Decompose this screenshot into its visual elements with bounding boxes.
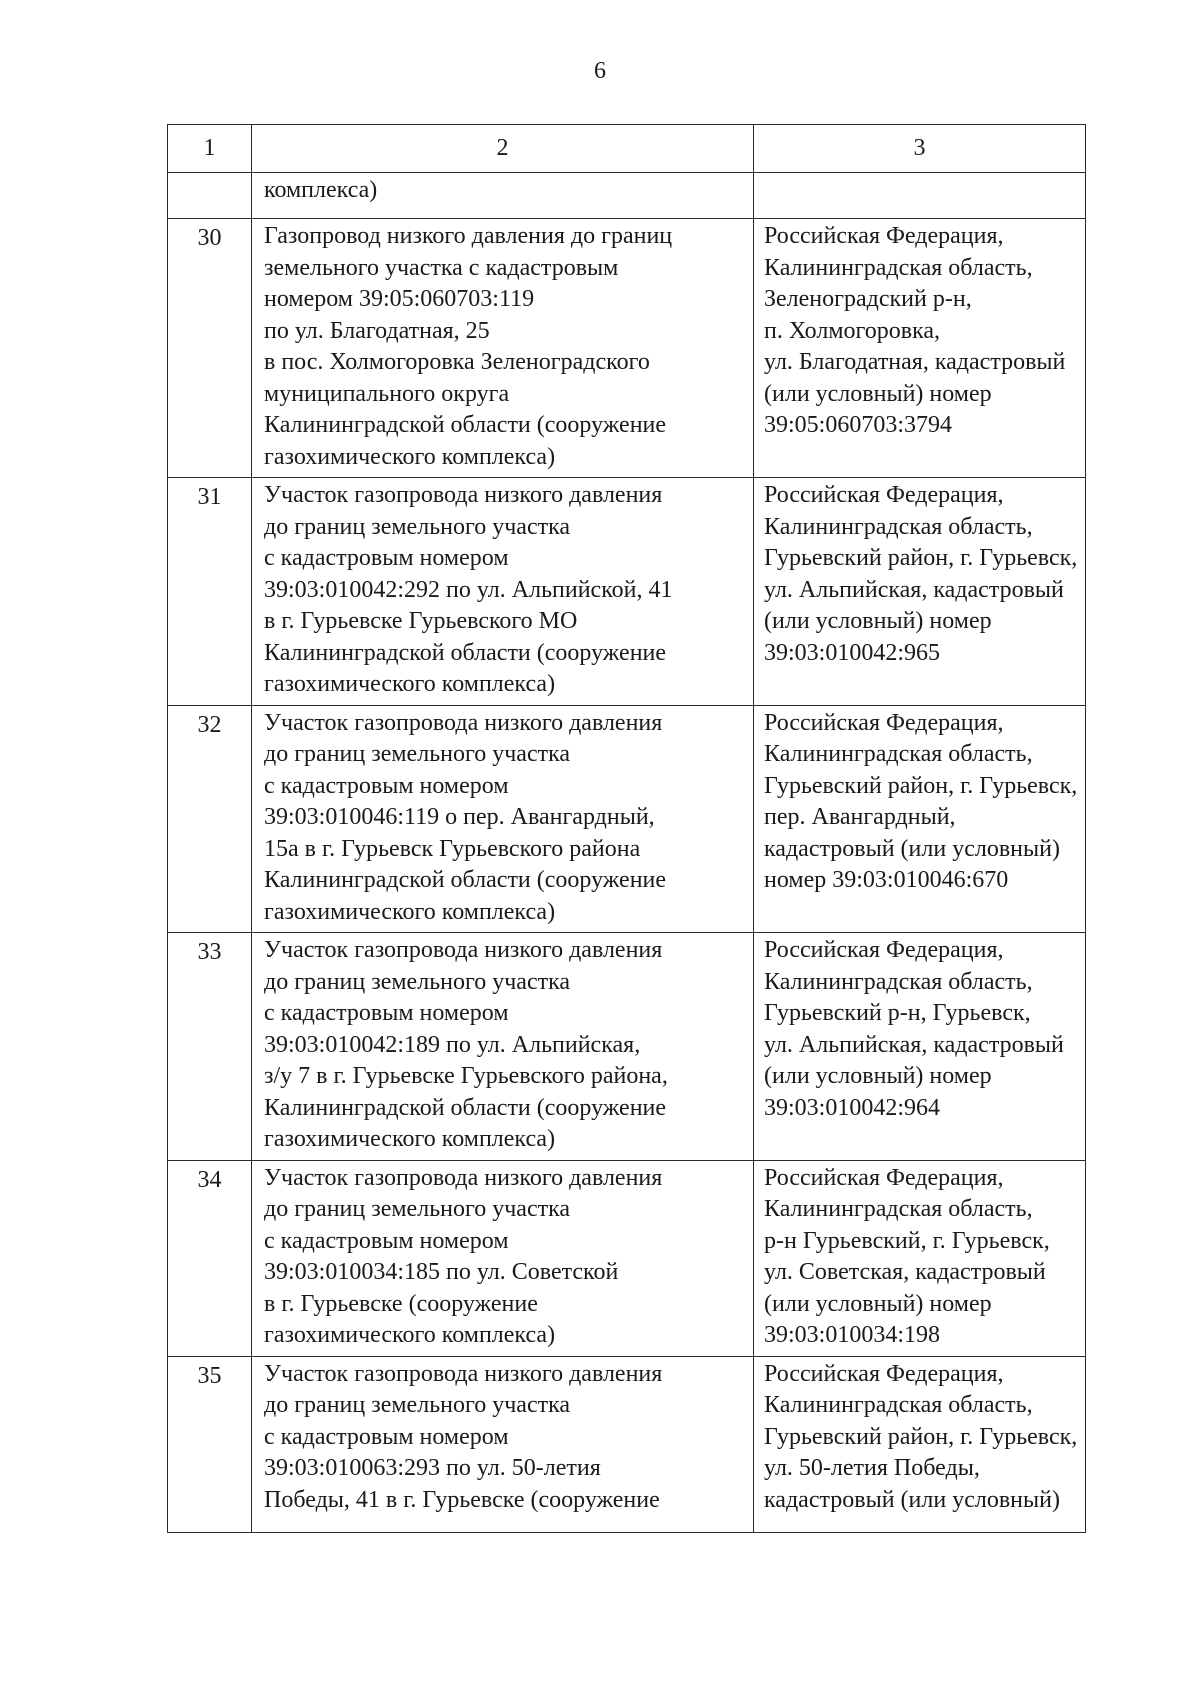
- object-description-line: газохимического комплекса): [264, 443, 556, 470]
- object-address: [754, 219, 1086, 478]
- object-description-line: с кадастровым номером: [264, 1423, 509, 1450]
- object-description-line: 39:03:010042:292 по ул. Альпийской, 41: [264, 576, 673, 603]
- object-description: [252, 933, 754, 1161]
- object-description-line: Калининградской области (сооружение: [264, 639, 667, 666]
- object-description-line: 39:03:010046:119 о пер. Авангардный,: [264, 804, 655, 830]
- object-address-line: (или условный) номер: [764, 608, 992, 634]
- table-row: [168, 933, 1086, 1161]
- object-description: [252, 173, 754, 219]
- object-address-line: кадастровый (или условный): [764, 835, 1060, 862]
- object-address: [754, 1356, 1086, 1532]
- object-description: [252, 219, 754, 478]
- row-number: [168, 173, 252, 219]
- object-description-line: газохимического комплекса): [264, 1126, 556, 1152]
- object-address-line: Зеленоградский р-н,: [764, 286, 972, 312]
- object-description-line: Победы, 41 в г. Гурьевске (сооружение: [264, 1486, 660, 1513]
- object-address-line: пер. Авангардный,: [764, 804, 956, 830]
- row-number: 30: [168, 219, 252, 478]
- object-address-line: Российская Федерация,: [764, 1164, 1004, 1191]
- object-description-line: с кадастровым номером: [264, 772, 509, 799]
- object-address-line: Гурьевский район, г. Гурьевск,: [764, 545, 1078, 571]
- object-description-line: Участок газопровода низкого давления: [264, 937, 663, 963]
- object-address-line: Российская Федерация,: [764, 482, 1004, 508]
- object-description-line: Участок газопровода низкого давления: [264, 1164, 663, 1191]
- object-description-line: Калининградской области (сооружение: [264, 1094, 667, 1121]
- object-address-line: номер 39:03:010046:670: [764, 867, 1009, 893]
- table-header-row: [168, 125, 1086, 173]
- object-description-line: комплекса): [264, 177, 378, 203]
- object-description-line: Газопровод низкого давления до границ: [264, 223, 673, 249]
- table-row: [168, 705, 1086, 933]
- object-description-line: до границ земельного участка: [264, 1196, 571, 1222]
- object-description-line: 39:03:010034:185 по ул. Советской: [264, 1259, 619, 1285]
- column-header: 1: [168, 125, 252, 173]
- object-description: [252, 1356, 754, 1532]
- object-description-line: с кадастровым номером: [264, 1000, 509, 1026]
- table-row: [168, 1356, 1086, 1532]
- object-address: [754, 933, 1086, 1161]
- object-description-line: Участок газопровода низкого давления: [264, 709, 663, 736]
- page-number: 6: [594, 58, 606, 84]
- object-description-line: номером 39:05:060703:119: [264, 286, 535, 312]
- object-address-line: Российская Федерация,: [764, 223, 1004, 249]
- object-address-line: 39:03:010042:964: [764, 1094, 941, 1121]
- object-address-line: Российская Федерация,: [764, 1360, 1004, 1387]
- table-row: [168, 1160, 1086, 1356]
- object-description-line: в пос. Холмогоровка Зеленоградского: [264, 349, 650, 375]
- object-address-line: 39:03:010042:965: [764, 639, 941, 666]
- object-address-line: ул. 50-летия Победы,: [764, 1455, 980, 1481]
- object-address-line: Гурьевский район, г. Гурьевск,: [764, 772, 1078, 799]
- object-address-line: Российская Федерация,: [764, 937, 1004, 963]
- object-address-line: Калининградская область,: [764, 1392, 1033, 1418]
- object-address-line: Калининградская область,: [764, 741, 1033, 767]
- object-description-line: с кадастровым номером: [264, 545, 509, 571]
- object-address-line: Калининградская область,: [764, 968, 1033, 995]
- object-description-line: Калининградской области (сооружение: [264, 867, 667, 893]
- object-address-line: Калининградская область,: [764, 254, 1033, 281]
- object-address-line: Российская Федерация,: [764, 709, 1004, 736]
- row-number: 35: [168, 1356, 252, 1532]
- object-address: [754, 478, 1086, 706]
- object-address-line: (или условный) номер: [764, 380, 992, 407]
- object-address-line: ул. Благодатная, кадастровый: [764, 349, 1066, 375]
- object-address: [754, 1160, 1086, 1356]
- object-address-line: п. Холмогоровка,: [764, 317, 941, 344]
- object-address-line: ул. Альпийская, кадастровый: [764, 576, 1064, 603]
- object-address-line: Калининградская область,: [764, 513, 1033, 540]
- object-address: [754, 173, 1086, 219]
- object-description: [252, 1160, 754, 1356]
- object-description-line: в г. Гурьевске (сооружение: [264, 1290, 538, 1317]
- row-number: 32: [168, 705, 252, 933]
- column-header: 2: [252, 125, 754, 173]
- object-description-line: газохимического комплекса): [264, 1322, 556, 1348]
- object-address-line: кадастровый (или условный): [764, 1486, 1060, 1513]
- object-description-line: по ул. Благодатная, 25: [264, 317, 490, 344]
- table-row: [168, 219, 1086, 478]
- object-description-line: 15а в г. Гурьевск Гурьевского района: [264, 835, 641, 862]
- row-number: 34: [168, 1160, 252, 1356]
- object-description-line: Участок газопровода низкого давления: [264, 482, 663, 508]
- object-address-line: (или условный) номер: [764, 1063, 992, 1089]
- continuation-row: [168, 173, 1086, 219]
- object-description-line: земельного участка с кадастровым: [264, 254, 619, 281]
- object-description-line: в г. Гурьевске Гурьевского МО: [264, 608, 578, 634]
- object-address-line: р-н Гурьевский, г. Гурьевск,: [764, 1227, 1050, 1254]
- object-description: [252, 478, 754, 706]
- table-row: [168, 478, 1086, 706]
- object-description-line: газохимического комплекса): [264, 671, 556, 697]
- object-description-line: до границ земельного участка: [264, 1392, 571, 1418]
- object-address-line: ул. Альпийская, кадастровый: [764, 1031, 1064, 1058]
- object-address: [754, 705, 1086, 933]
- object-description-line: до границ земельного участка: [264, 513, 571, 540]
- object-address-line: (или условный) номер: [764, 1290, 992, 1317]
- object-address-line: 39:03:010034:198: [764, 1322, 941, 1348]
- object-address-line: 39:05:060703:3794: [764, 412, 953, 438]
- object-description-line: Калининградской области (сооружение: [264, 412, 667, 438]
- column-header: 3: [754, 125, 1086, 173]
- object-description-line: з/у 7 в г. Гурьевске Гурьевского района,: [264, 1063, 668, 1089]
- row-number: 31: [168, 478, 252, 706]
- object-address-line: Гурьевский район, г. Гурьевск,: [764, 1423, 1078, 1450]
- object-description-line: газохимического комплекса): [264, 898, 556, 925]
- object-description-line: с кадастровым номером: [264, 1227, 509, 1254]
- row-number: 33: [168, 933, 252, 1161]
- object-description-line: 39:03:010042:189 по ул. Альпийская,: [264, 1031, 641, 1058]
- object-description-line: муниципального округа: [264, 380, 510, 407]
- object-address-line: Калининградская область,: [764, 1196, 1033, 1222]
- object-description-line: Участок газопровода низкого давления: [264, 1360, 663, 1387]
- object-description: [252, 705, 754, 933]
- object-description-line: до границ земельного участка: [264, 741, 571, 767]
- object-address-line: ул. Советская, кадастровый: [764, 1259, 1046, 1285]
- object-description-line: 39:03:010063:293 по ул. 50-летия: [264, 1455, 601, 1481]
- register-table: [167, 124, 1086, 1533]
- object-description-line: до границ земельного участка: [264, 968, 571, 995]
- object-address-line: Гурьевский р-н, Гурьевск,: [764, 1000, 1031, 1026]
